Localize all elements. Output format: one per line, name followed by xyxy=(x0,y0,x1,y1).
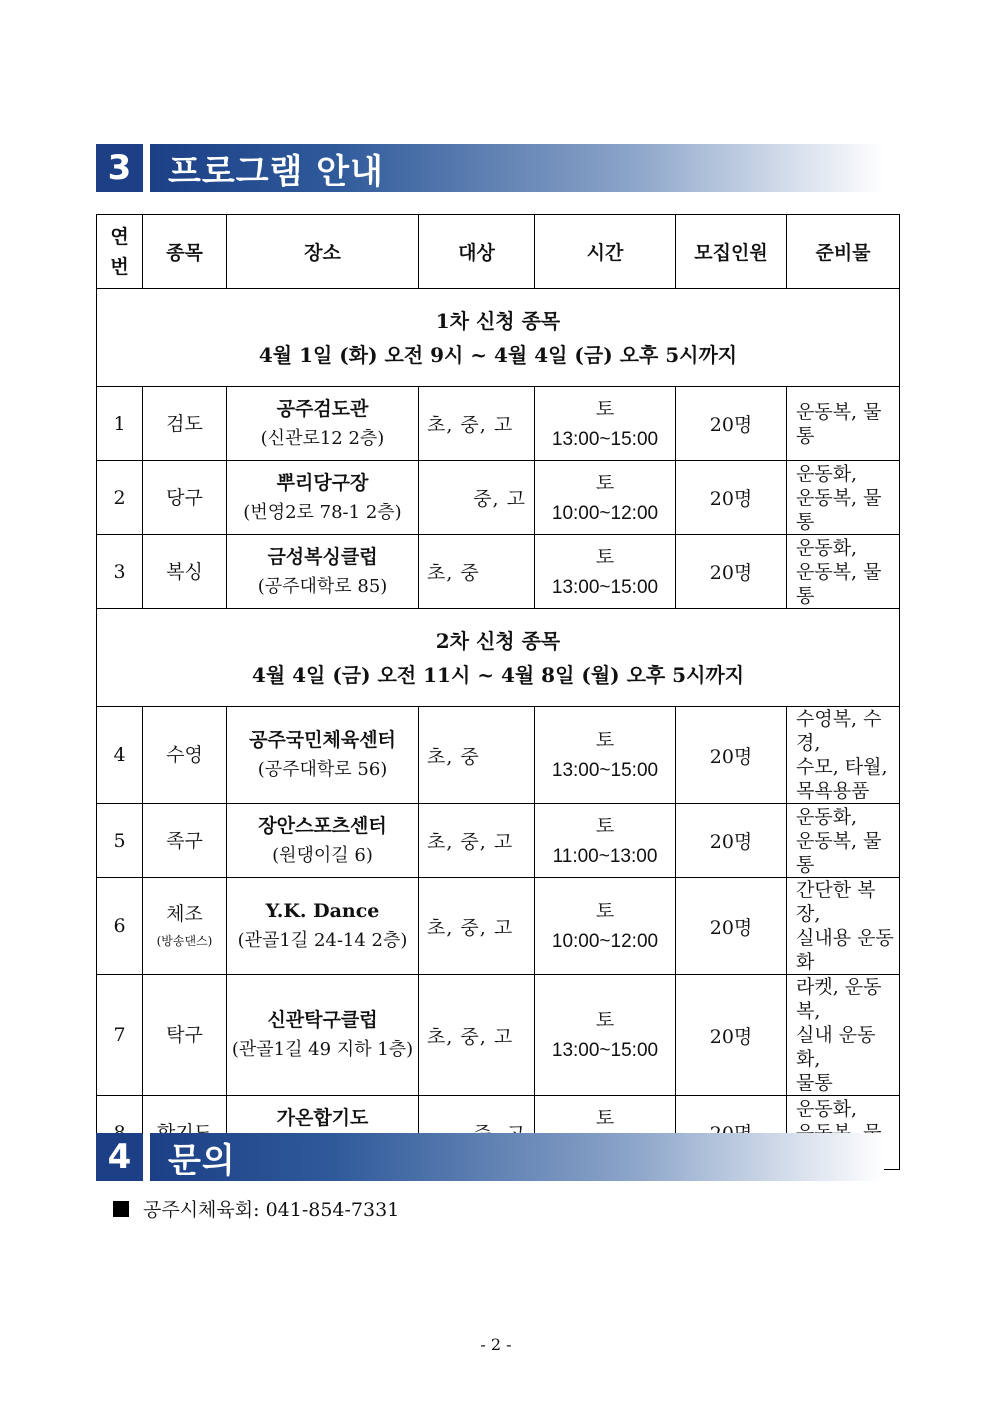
venue-address: (신관로12 2층) xyxy=(260,427,385,449)
row-sport xyxy=(143,707,227,804)
supply-line: 운동복, 물통 xyxy=(796,486,882,533)
header-time: 시간 xyxy=(535,215,676,289)
supply-line: 수영복, 수경, xyxy=(796,708,882,754)
row-no: 3 xyxy=(97,535,143,609)
row-target: 초, 중 xyxy=(419,535,535,609)
venue-name: 금성복싱클럽 xyxy=(267,545,378,568)
time-hours: 10:00~12:00 xyxy=(551,931,659,952)
time-day: 토 xyxy=(595,545,615,568)
table-row xyxy=(97,878,900,975)
supply-line: 실내 운동화, xyxy=(796,1024,876,1070)
row-time xyxy=(535,387,676,461)
header-supplies: 준비물 xyxy=(787,215,900,289)
row-supplies xyxy=(787,461,900,535)
table-row xyxy=(97,461,900,535)
venue-name: 장안스포츠센터 xyxy=(258,814,387,837)
row-capacity: 20명 xyxy=(676,535,787,609)
header-capacity: 모집인원 xyxy=(676,215,787,289)
row-target: 초, 중, 고 xyxy=(419,975,535,1096)
time-hours: 13:00~15:00 xyxy=(551,428,659,450)
phase-title: 2차 신청 종목 xyxy=(435,628,561,653)
section-number: 3 xyxy=(96,144,143,192)
row-supplies xyxy=(787,387,900,461)
row-target: 초, 중, 고 xyxy=(419,878,535,975)
row-supplies xyxy=(787,975,900,1096)
venue-name: 공주검도관 xyxy=(276,397,369,420)
sport-name: 체조 xyxy=(166,903,203,925)
sport-name: 복싱 xyxy=(166,560,203,583)
table-row xyxy=(97,707,900,804)
row-supplies xyxy=(787,878,900,975)
time-day: 토 xyxy=(595,814,615,837)
row-time xyxy=(535,804,676,878)
row-target: 초, 중, 고 xyxy=(419,804,535,878)
row-sport xyxy=(143,804,227,878)
phase-row xyxy=(97,289,900,387)
venue-name: 가온합기도 xyxy=(276,1106,369,1129)
sport-name: 검도 xyxy=(166,412,203,435)
header-sport: 종목 xyxy=(143,215,227,289)
row-venue xyxy=(227,535,419,609)
supply-line: 운동복, 물통 xyxy=(796,560,882,607)
table-row xyxy=(97,387,900,461)
row-no: 6 xyxy=(97,878,143,975)
row-sport xyxy=(143,461,227,535)
row-time xyxy=(535,975,676,1096)
sport-name: 족구 xyxy=(166,829,203,852)
row-no: 1 xyxy=(97,387,143,461)
section-number: 4 xyxy=(96,1133,143,1181)
contact-line xyxy=(113,1195,399,1222)
venue-name: 공주국민체육센터 xyxy=(249,729,396,751)
row-venue xyxy=(227,387,419,461)
phase-period: 4월 1일 (화) 오전 9시 ~ 4월 4일 (금) 오후 5시까지 xyxy=(258,342,738,367)
venue-address: (관골1길 49 지하 1층) xyxy=(231,1039,414,1060)
row-capacity: 20명 xyxy=(676,387,787,461)
supply-line: 운동화, xyxy=(796,805,858,828)
time-hours: 10:00~12:00 xyxy=(551,502,659,524)
row-supplies xyxy=(787,707,900,804)
supply-line: 운동화, xyxy=(796,1097,858,1120)
time-hours: 13:00~15:00 xyxy=(551,576,659,598)
time-day: 토 xyxy=(595,1009,615,1031)
contact-text: 공주시체육회: 041-854-7331 xyxy=(143,1199,400,1221)
time-hours: 13:00~15:00 xyxy=(551,1040,659,1061)
row-no: 5 xyxy=(97,804,143,878)
time-day: 토 xyxy=(595,900,615,922)
row-venue xyxy=(227,878,419,975)
row-no: 4 xyxy=(97,707,143,804)
row-capacity: 20명 xyxy=(676,804,787,878)
row-sport xyxy=(143,387,227,461)
program-table xyxy=(96,214,900,1170)
supply-line: 실내용 운동화 xyxy=(796,927,894,973)
row-capacity: 20명 xyxy=(676,461,787,535)
venue-address: (공주대학로 85) xyxy=(257,575,388,597)
time-day: 토 xyxy=(595,397,615,420)
venue-name: 신관탁구클럽 xyxy=(267,1009,378,1031)
venue-name: 뿌리당구장 xyxy=(276,471,369,494)
venue-address: (공주대학로 56) xyxy=(257,759,388,780)
row-sport xyxy=(143,975,227,1096)
row-sport xyxy=(143,878,227,975)
venue-address: (원댕이길 6) xyxy=(272,844,373,866)
row-target: 중, 고 xyxy=(419,461,535,535)
row-venue xyxy=(227,804,419,878)
venue-address: (관골1길 24-14 2층) xyxy=(237,930,408,951)
sport-name: 수영 xyxy=(166,744,203,766)
row-capacity: 20명 xyxy=(676,707,787,804)
row-time xyxy=(535,707,676,804)
table-row xyxy=(97,975,900,1096)
phase-row xyxy=(97,609,900,707)
phase-period: 4월 4일 (금) 오전 11시 ~ 4월 8일 (월) 오후 5시까지 xyxy=(251,662,745,687)
table-header-row xyxy=(97,215,900,289)
header-no: 연 번 xyxy=(97,215,143,289)
time-day: 토 xyxy=(595,471,615,494)
row-venue xyxy=(227,975,419,1096)
sport-name: 탁구 xyxy=(166,1024,203,1046)
row-sport xyxy=(143,535,227,609)
supply-line: 운동화, xyxy=(796,536,858,559)
row-time xyxy=(535,878,676,975)
row-time xyxy=(535,461,676,535)
time-hours: 13:00~15:00 xyxy=(551,760,659,781)
section-title: 프로그램 안내 xyxy=(150,144,884,192)
section-4-header xyxy=(96,1133,884,1181)
row-no: 7 xyxy=(97,975,143,1096)
supply-line: 운동복, 물통 xyxy=(796,400,882,447)
supply-line: 라켓, 운동복, xyxy=(796,976,882,1022)
supply-line: 간단한 복장, xyxy=(796,879,876,925)
phase-cell xyxy=(97,609,900,707)
row-target: 초, 중 xyxy=(419,707,535,804)
header-target: 대상 xyxy=(419,215,535,289)
supply-line: 목욕용품 xyxy=(796,780,870,802)
row-target: 초, 중, 고 xyxy=(419,387,535,461)
row-venue xyxy=(227,461,419,535)
venue-name: Y.K. Dance xyxy=(265,900,380,922)
row-no: 2 xyxy=(97,461,143,535)
row-capacity: 20명 xyxy=(676,878,787,975)
row-time xyxy=(535,535,676,609)
phase-cell xyxy=(97,289,900,387)
table-row xyxy=(97,535,900,609)
row-capacity: 20명 xyxy=(676,975,787,1096)
row-venue xyxy=(227,707,419,804)
supply-line: 수모, 타월, xyxy=(796,756,888,778)
phase-title: 1차 신청 종목 xyxy=(435,308,561,333)
time-day: 토 xyxy=(595,1106,615,1129)
black-square-icon xyxy=(113,1201,129,1217)
time-hours: 11:00~13:00 xyxy=(552,845,658,867)
section-3-header xyxy=(96,144,884,192)
supply-line: 물통 xyxy=(796,1072,833,1094)
venue-address: (번영2로 78-1 2층) xyxy=(243,501,402,523)
row-supplies xyxy=(787,804,900,878)
sport-subname: (방송댄스) xyxy=(156,934,213,948)
supply-line: 운동복, 물통 xyxy=(796,829,882,876)
sport-name: 당구 xyxy=(166,486,203,509)
page-number: - 2 - xyxy=(480,1335,512,1354)
time-day: 토 xyxy=(595,729,615,751)
table-row xyxy=(97,804,900,878)
header-venue: 장소 xyxy=(227,215,419,289)
row-supplies xyxy=(787,535,900,609)
section-title: 문의 xyxy=(150,1133,884,1181)
supply-line: 운동화, xyxy=(796,462,858,485)
